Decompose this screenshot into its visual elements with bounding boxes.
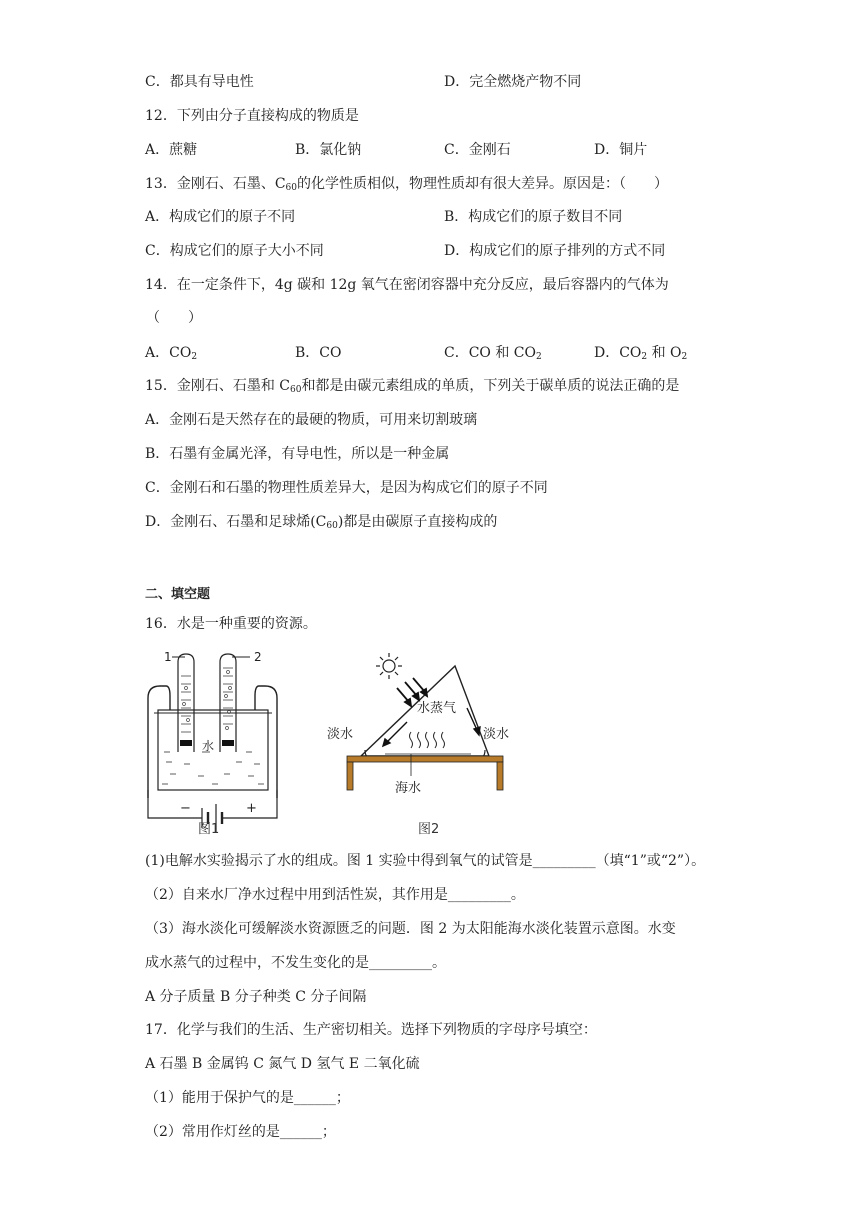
q14-option-d bbox=[594, 343, 687, 363]
q15-option-c: C．金刚石和石墨的物理性质差异大，是因为构成它们的原子不同 bbox=[145, 480, 548, 496]
q12-option-d: D．铜片 bbox=[594, 142, 648, 158]
q16-part2: （2）自来水厂净水过程中用到活性炭，其作用是_________。 bbox=[145, 887, 525, 903]
q15-option-a: A．金刚石是天然存在的最硬的物质，可用来切割玻璃 bbox=[145, 412, 478, 428]
q11-option-d: D．完全燃烧产物不同 bbox=[444, 74, 582, 90]
q16-part1: (1)电解水实验揭示了水的组成。图 1 实验中得到氧气的试管是_________（填“1”或“2”）。 bbox=[145, 853, 706, 869]
q14-option-a bbox=[145, 343, 197, 363]
fig1-label-2: 2 bbox=[254, 650, 262, 664]
q13-stem-pre: 13．金刚石、石墨、C bbox=[145, 176, 286, 192]
q15-opt-d-pre: D．金刚石、石墨和足球烯(C bbox=[145, 514, 327, 530]
electrolysis-figure bbox=[140, 640, 290, 840]
q13-stem bbox=[145, 174, 668, 194]
q15-opt-d-sub: 60 bbox=[326, 521, 338, 531]
q16-part3-line2: 成水蒸气的过程中，不发生变化的是_________。 bbox=[145, 955, 446, 971]
fig2-freshwater-left: 淡水 bbox=[327, 727, 354, 742]
q11-option-c: C．都具有导电性 bbox=[145, 74, 254, 90]
q17-part1: （1）能用于保护气的是______； bbox=[145, 1090, 350, 1106]
q15-stem bbox=[145, 376, 679, 396]
q16-stem: 16．水是一种重要的资源。 bbox=[145, 616, 317, 632]
q13-option-c: C．构成它们的原子大小不同 bbox=[145, 243, 324, 259]
fig1-label-1: 1 bbox=[164, 650, 172, 664]
q15-option-b: B．石墨有金属光泽，有导电性，所以是一种金属 bbox=[145, 446, 450, 462]
q14-opt-d-sub: 2 bbox=[641, 352, 648, 362]
q14-option-b: B．CO bbox=[295, 345, 342, 361]
q15-stem-sub: 60 bbox=[289, 385, 302, 395]
q12-option-a: A．蔗糖 bbox=[145, 142, 198, 158]
q14-opt-a-sub: 2 bbox=[191, 352, 198, 362]
q15-option-d bbox=[145, 512, 497, 532]
q14-option-c bbox=[444, 343, 542, 363]
q16-choices: A 分子质量 B 分子种类 C 分子间隔 bbox=[145, 989, 367, 1005]
q17-part2: （2）常用作灯丝的是______； bbox=[145, 1124, 336, 1140]
fig1-water-label: 水 bbox=[202, 739, 215, 753]
fig1-minus: − bbox=[180, 801, 191, 816]
q14-opt-c-sub: 2 bbox=[536, 352, 542, 362]
fig1-caption: 图1 bbox=[198, 822, 220, 837]
q17-stem: 17．化学与我们的生活、生产密切相关。选择下列物质的字母序号填空： bbox=[145, 1022, 597, 1038]
q12-stem: 12．下列由分子直接构成的物质是 bbox=[145, 108, 359, 124]
q15-opt-d-post: )都是由碳原子直接构成的 bbox=[337, 514, 498, 530]
q14-opt-d-sub2: 2 bbox=[681, 352, 688, 362]
q17-choices: A 石墨 B 金属钨 C 氮气 D 氢气 E 二氧化硫 bbox=[145, 1056, 420, 1072]
q15-stem-pre: 15．金刚石、石墨和 C bbox=[145, 378, 290, 394]
fig2-seawater-label: 海水 bbox=[395, 781, 422, 796]
q13-stem-sub: 60 bbox=[285, 183, 297, 193]
q14-stem: 14．在一定条件下，4g 碳和 12g 氧气在密闭容器中充分反应，最后容器内的气体为 bbox=[145, 277, 669, 293]
sun-icon bbox=[376, 653, 402, 679]
q12-option-b: B．氯化钠 bbox=[295, 142, 362, 158]
q13-option-d: D．构成它们的原子排列的方式不同 bbox=[444, 243, 666, 259]
q14-opt-d-mid: 和 O bbox=[647, 345, 682, 361]
q15-stem-post: 和都是由碳元素组成的单质，下列关于碳单质的说法正确的是 bbox=[301, 378, 680, 394]
q13-stem-post: 的化学性质相似，物理性质却有很大差异。原因是：（ ） bbox=[296, 176, 668, 192]
fig1-plus: + bbox=[246, 801, 257, 816]
q14-opt-d-pre: D．CO bbox=[594, 345, 642, 361]
desalination-figure bbox=[325, 650, 525, 800]
fig2-caption: 图2 bbox=[418, 822, 440, 837]
q14-opt-c-pre: C．CO 和 CO bbox=[444, 345, 536, 361]
q14-opt-a-pre: A．CO bbox=[145, 345, 192, 361]
q14-paren: （ ） bbox=[146, 310, 202, 326]
q12-option-c: C．金刚石 bbox=[444, 142, 511, 158]
fig2-steam-label: 水蒸气 bbox=[417, 701, 457, 716]
q13-option-b: B．构成它们的原子数目不同 bbox=[444, 209, 623, 225]
q16-part3-line1: （3）海水淡化可缓解淡水资源匮乏的问题．图 2 为太阳能海水淡化装置示意图。水变 bbox=[145, 921, 676, 937]
section-title: 二、填空题 bbox=[145, 587, 211, 602]
fig2-freshwater-right: 淡水 bbox=[483, 727, 510, 742]
q13-option-a: A．构成它们的原子不同 bbox=[145, 209, 296, 225]
